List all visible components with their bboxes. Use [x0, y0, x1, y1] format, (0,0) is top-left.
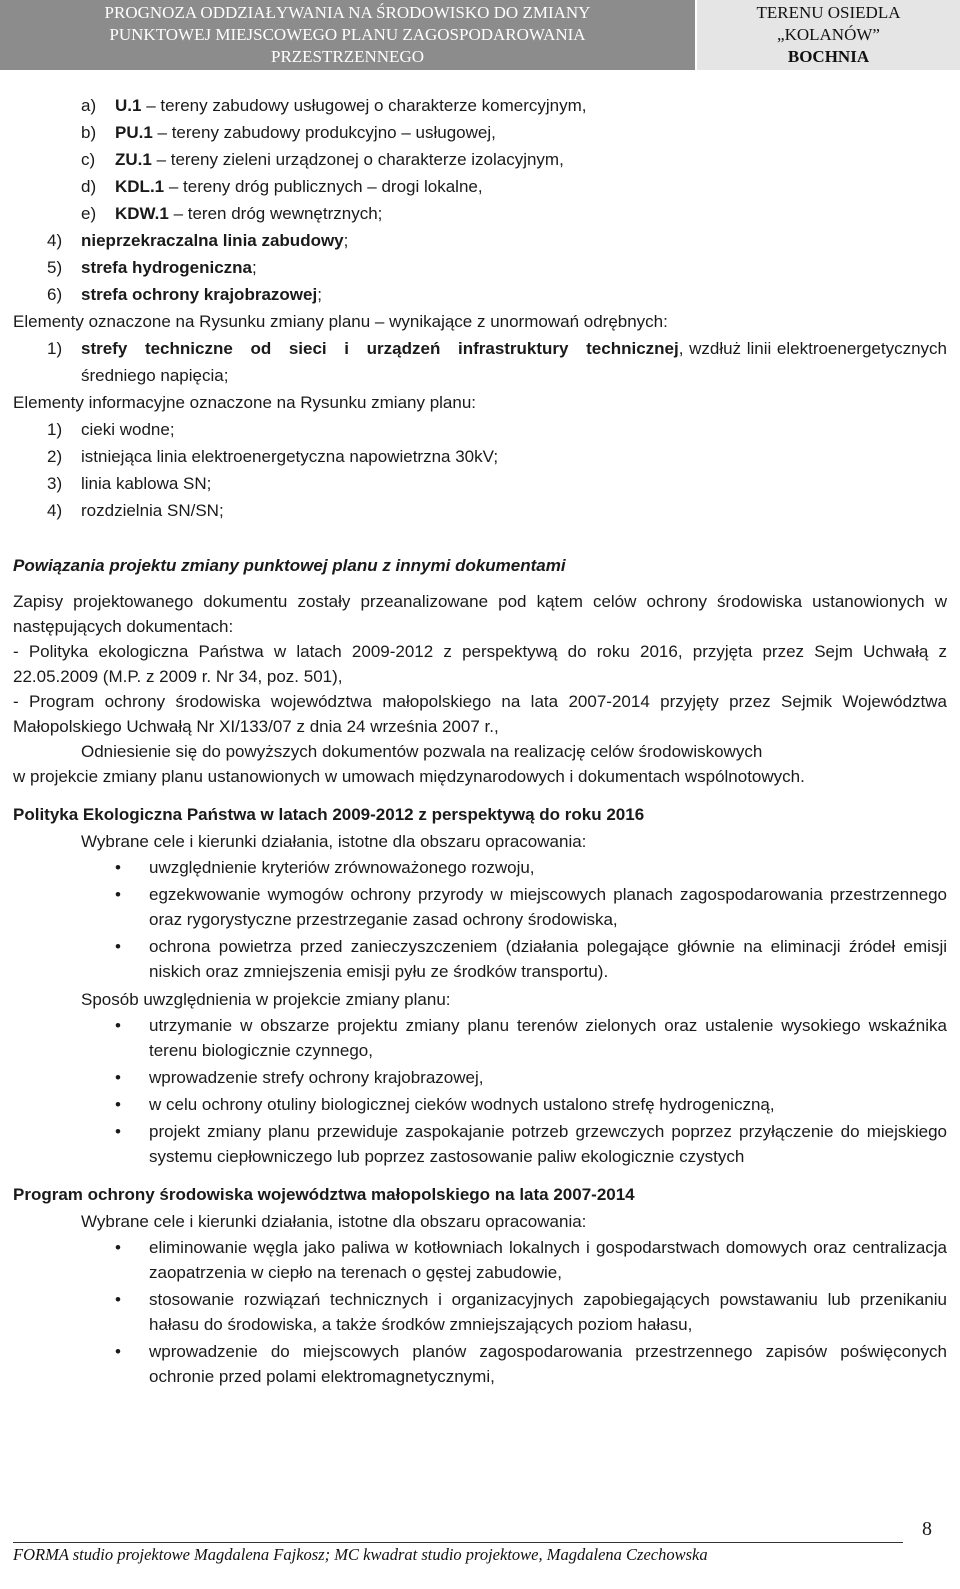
- page-content: [13, 92, 947, 1391]
- polityka-goals-list: [13, 855, 947, 984]
- method-label: Sposób uwzględnienia w projekcie zmiany planu:: [81, 990, 451, 1009]
- list-item: • utrzymanie w obszarze projektu zmiany planu terenów zielonych oraz ustalenie wysokiego wskaźnika terenu biologicznie czynnego,: [115, 1016, 947, 1060]
- polityka-methods-list: [13, 1013, 947, 1169]
- document-reference: - Program ochrony środowiska województwa małopolskiego na lata 2007-2014 przyjęty przez Sejmik Województwa Małopolskiego Uchwałą Nr XI/133/07 z dnia 24 września 2007 r.,: [13, 692, 947, 736]
- list-item: 1) strefy techniczne od sieci i urządzeń infrastruktury technicznej, wzdłuż linii elektroenergetycznych średniego napięcia;: [47, 339, 947, 385]
- list-item: • eliminowanie węgla jako paliwa w kotłowniach lokalnych i gospodarstwach domowych oraz centralizacja zaopatrzenia w ciepło na terenach o gęstej zabudowie,: [115, 1238, 947, 1282]
- header-title-line-1: PROGNOZA ODDZIAŁYWANIA NA ŚRODOWISKO DO ZMIANY: [104, 3, 591, 22]
- list-item: • w celu ochrony otuliny biologicznej cieków wodnych ustalono strefę hydrogeniczną,: [115, 1095, 775, 1114]
- list-item: • wprowadzenie strefy ochrony krajobrazowej,: [115, 1068, 484, 1087]
- goals-label: Wybrane cele i kierunki działania, istotne dla obszaru opracowania:: [81, 1212, 587, 1231]
- list-item: e) KDW.1 – teren dróg wewnętrznych;: [81, 204, 383, 223]
- header-location: [697, 0, 960, 70]
- reference-paragraph: Odniesienie się do powyższych dokumentów pozwala na realizację celów środowiskowych: [81, 742, 763, 761]
- header-location-line-1: TERENU OSIEDLA: [756, 3, 901, 22]
- document-reference: - Polityka ekologiczna Państwa w latach 2009-2012 z perspektywą do roku 2016, przyjęta przez Sejm Uchwałą z 22.05.2009 (M.P. z 2009 r. Nr 34, poz. 501),: [13, 642, 947, 686]
- list-item: a) U.1 – tereny zabudowy usługowej o charakterze komercyjnym,: [81, 96, 587, 115]
- list-item: 1) cieki wodne;: [47, 420, 175, 439]
- reference-paragraph: w projekcie zmiany planu ustanowionych w umowach międzynarodowych i dokumentach wspólnotowych.: [13, 767, 805, 786]
- page-number: 8: [922, 1518, 932, 1540]
- land-use-list: [13, 92, 947, 227]
- header-location-line-3: BOCHNIA: [787, 47, 870, 66]
- list-item: 2) istniejąca linia elektroenergetyczna napowietrzna 30kV;: [47, 447, 499, 466]
- list-item: b) PU.1 – tereny zabudowy produkcyjno – usługowej,: [81, 123, 496, 142]
- info-list: [13, 416, 947, 524]
- section-title: Powiązania projektu zmiany punktowej planu z innymi dokumentami: [13, 556, 566, 575]
- footer-divider: [13, 1542, 903, 1543]
- header-location-line-2: „KOLANÓW”: [777, 25, 880, 44]
- elements-heading: Elementy oznaczone na Rysunku zmiany planu – wynikające z unormowań odrębnych:: [13, 312, 668, 331]
- program-goals-list: [13, 1235, 947, 1389]
- list-item: 6) strefa ochrony krajobrazowej;: [47, 285, 322, 304]
- header-title-line-2: PUNKTOWEJ MIEJSCOWEGO PLANU ZAGOSPODAROWANIA: [109, 25, 586, 44]
- list-item: • projekt zmiany planu przewiduje zaspokajanie potrzeb grzewczych poprzez przyłączenie do miejskiego systemu ciepłowniczego lub poprzez zastosowanie paliw ekologicznie czystych: [115, 1122, 947, 1166]
- list-item: • stosowanie rozwiązań technicznych i organizacyjnych zapobiegających powstawaniu lub przenikaniu hałasu do środowiska, a także środków zmniejszających poziom hałasu,: [115, 1290, 947, 1334]
- list-item: 3) linia kablowa SN;: [47, 474, 212, 493]
- header-document-title: [0, 0, 695, 70]
- program-title: Program ochrony środowiska województwa małopolskiego na lata 2007-2014: [13, 1185, 635, 1204]
- page-header: [0, 0, 960, 70]
- list-item: c) ZU.1 – tereny zieleni urządzonej o charakterze izolacyjnym,: [81, 150, 564, 169]
- list-item: • ochrona powietrza przed zanieczyszczeniem (działania polegające głównie na eliminacji źródeł emisji niskich oraz zmniejszenia emisji pyłu ze środków transportu).: [115, 937, 947, 981]
- list-item: 4) nieprzekraczalna linia zabudowy;: [47, 231, 349, 250]
- page-footer: FORMA studio projektowe Magdalena Fajkosz; MC kwadrat studio projektowe, Magdalena Czechowska: [13, 1545, 708, 1564]
- goals-label: Wybrane cele i kierunki działania, istotne dla obszaru opracowania:: [81, 832, 587, 851]
- info-heading: Elementy informacyjne oznaczone na Rysunku zmiany planu:: [13, 393, 477, 412]
- list-item: • uwzględnienie kryteriów zrównoważonego rozwoju,: [115, 858, 535, 877]
- intro-paragraph: Zapisy projektowanego dokumentu zostały przeanalizowane pod kątem celów ochrony środowiska ustanowionych w następujących dokumentach:: [13, 592, 947, 636]
- list-item: 4) rozdzielnia SN/SN;: [47, 501, 224, 520]
- list-item: 5) strefa hydrogeniczna;: [47, 258, 257, 277]
- list-item: • egzekwowanie wymogów ochrony przyrody w miejscowych planach zagospodarowania przestrzennego oraz rygorystyczne przestrzeganie zasad ochrony środowiska,: [115, 885, 947, 929]
- header-title-line-3: PRZESTRZENNEGO: [271, 47, 424, 66]
- polityka-title: Polityka Ekologiczna Państwa w latach 2009-2012 z perspektywą do roku 2016: [13, 805, 645, 824]
- list-item: d) KDL.1 – tereny dróg publicznych – drogi lokalne,: [81, 177, 483, 196]
- zone-list: [13, 227, 947, 308]
- list-item: • wprowadzenie do miejscowych planów zagospodarowania przestrzennego zapisów poświęconych ochronie przed polami elektromagnetycznymi,: [115, 1342, 947, 1386]
